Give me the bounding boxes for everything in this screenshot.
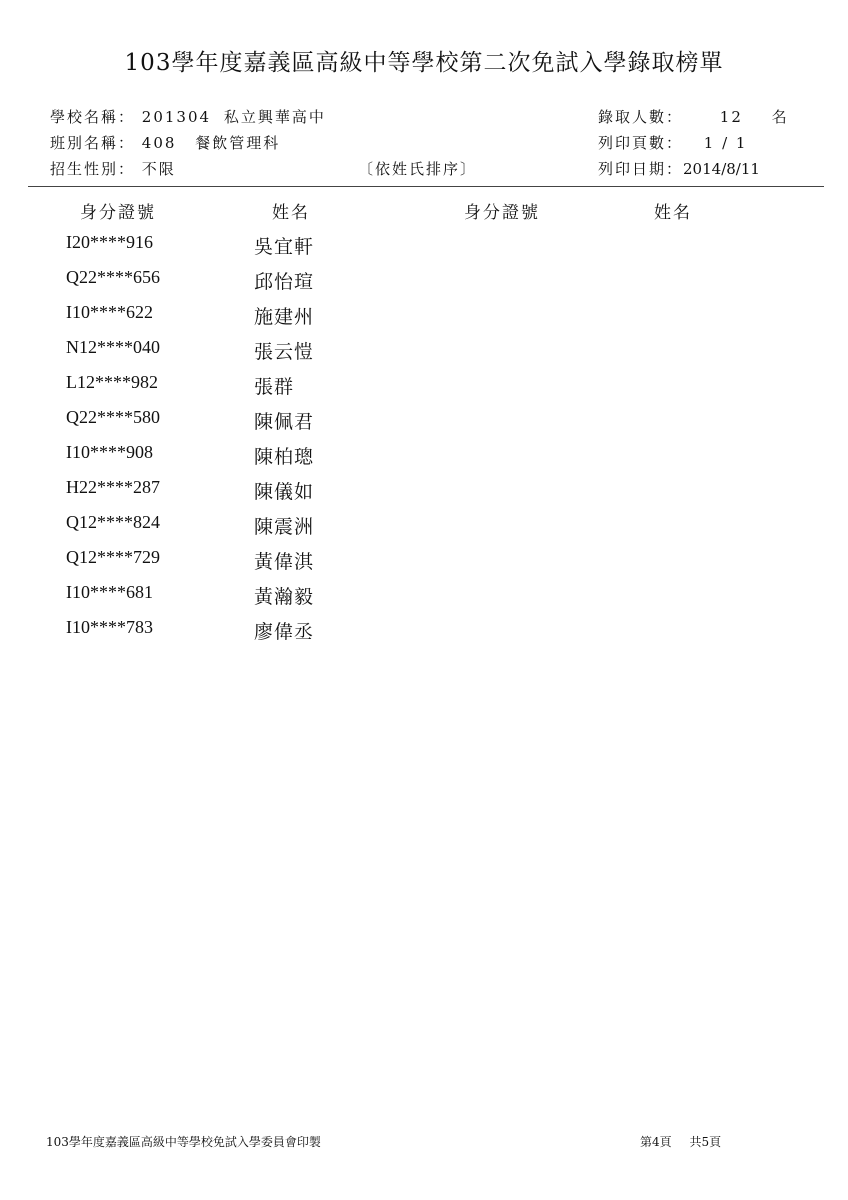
student-name: 黃瀚毅 — [254, 586, 315, 608]
school-info — [50, 106, 326, 127]
gender-value: 不限 — [141, 160, 176, 178]
admitted-label: 錄取人數： — [598, 108, 684, 126]
gender-label: 招生性別： — [50, 160, 136, 178]
table-row — [0, 512, 848, 547]
student-name: 陳佩君 — [254, 411, 315, 433]
date-info — [598, 158, 760, 179]
id-header-left: 身分證號 — [80, 203, 156, 223]
table-row — [0, 617, 848, 652]
student-name: 張群 — [254, 376, 295, 398]
school-code: 201304 — [141, 108, 212, 126]
date-label: 列印日期： — [598, 160, 684, 178]
gender-info — [50, 158, 176, 179]
admitted-info — [598, 106, 789, 127]
student-name: 陳柏璁 — [254, 446, 315, 468]
table-row — [0, 232, 848, 267]
header-divider — [28, 186, 824, 187]
student-name: 黃偉淇 — [254, 551, 315, 573]
student-name: 邱怡瑄 — [254, 271, 315, 293]
school-name: 私立興華高中 — [223, 108, 326, 126]
table-row — [0, 547, 848, 582]
id-number: L12****982 — [66, 372, 158, 392]
pages-label: 列印頁數： — [598, 134, 684, 152]
id-number: Q12****729 — [66, 547, 160, 567]
footer-page-total: 共5頁 — [689, 1135, 722, 1149]
student-name: 陳儀如 — [254, 481, 315, 503]
footer-publisher: 103學年度嘉義區高級中等學校免試入學委員會印製 — [46, 1135, 321, 1149]
sort-note: 〔依姓氏排序〕 — [358, 160, 478, 178]
footer-page-number: 第4頁 — [640, 1135, 672, 1149]
id-number: N12****040 — [66, 337, 160, 357]
pages-value: 1 / 1 — [703, 134, 748, 152]
student-name: 張云愷 — [254, 341, 315, 363]
admitted-value: 12 — [719, 108, 743, 126]
table-row — [0, 372, 848, 407]
table-row — [0, 267, 848, 302]
id-number: I10****681 — [66, 582, 153, 602]
id-number: I20****916 — [66, 232, 153, 252]
date-value: 2014/8/11 — [683, 160, 760, 178]
id-number: I10****908 — [66, 442, 153, 462]
student-name: 吳宜軒 — [254, 236, 315, 258]
id-number: I10****783 — [66, 617, 153, 637]
class-label: 班別名稱： — [50, 134, 136, 152]
student-name: 施建州 — [254, 306, 315, 328]
pages-info — [598, 132, 747, 153]
table-row — [0, 302, 848, 337]
name-header-left: 姓名 — [272, 203, 310, 223]
id-header-right: 身分證號 — [464, 203, 540, 223]
class-code: 408 — [141, 134, 177, 152]
id-number: H22****287 — [66, 477, 160, 497]
id-number: Q12****824 — [66, 512, 160, 532]
class-info — [50, 132, 280, 153]
footer-page-info — [640, 1133, 721, 1150]
table-row — [0, 442, 848, 477]
admitted-unit: 名 — [771, 108, 789, 126]
school-label: 學校名稱： — [50, 108, 136, 126]
table-row — [0, 582, 848, 617]
class-name: 餐飲管理科 — [195, 134, 281, 152]
id-number: Q22****656 — [66, 267, 160, 287]
id-number: I10****622 — [66, 302, 153, 322]
table-row — [0, 337, 848, 372]
student-name: 陳震洲 — [254, 516, 315, 538]
name-header-right: 姓名 — [654, 203, 692, 223]
id-number: Q22****580 — [66, 407, 160, 427]
page-title: 103學年度嘉義區高級中等學校第二次免試入學錄取榜單 — [124, 50, 724, 76]
table-row — [0, 477, 848, 512]
table-row — [0, 407, 848, 442]
student-name: 廖偉丞 — [254, 621, 315, 643]
